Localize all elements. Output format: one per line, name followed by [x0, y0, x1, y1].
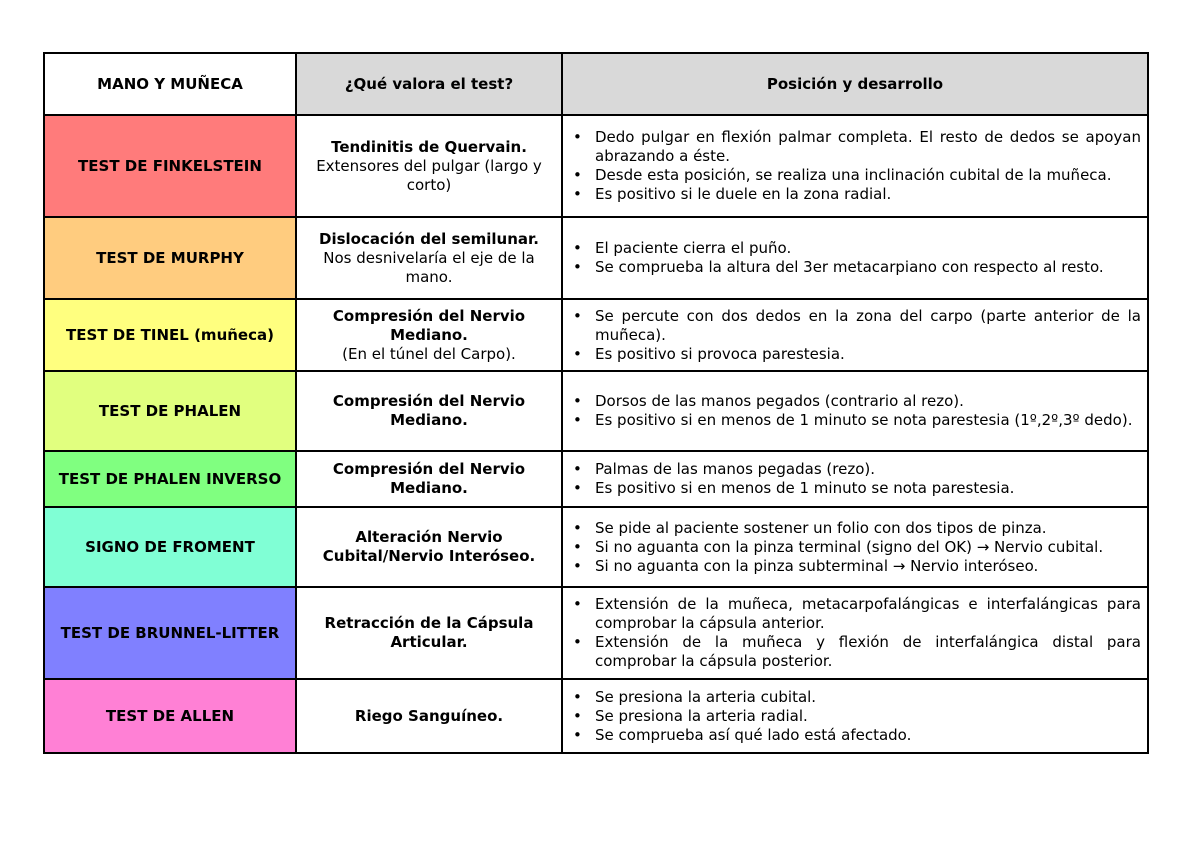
test-procedure: [562, 679, 1148, 753]
list-item: • Se pide al paciente sostener un folio con dos tipos de pinza.: [569, 519, 1141, 538]
evaluation-detail: (En el túnel del Carpo).: [342, 344, 516, 363]
list-item: • Se comprueba la altura del 3er metacarpiano con respecto al resto.: [569, 258, 1141, 277]
header-posicion-desarrollo: Posición y desarrollo: [562, 53, 1148, 115]
list-item: • El paciente cierra el puño.: [569, 239, 1141, 258]
procedure-list: [569, 239, 1141, 277]
list-item: • Palmas de las manos pegadas (rezo).: [569, 460, 1141, 479]
table-row: [44, 507, 1148, 587]
test-procedure: [562, 587, 1148, 679]
test-name: SIGNO DE FROMENT: [44, 507, 296, 587]
list-item: • Desde esta posición, se realiza una inclinación cubital de la muñeca.: [569, 166, 1141, 185]
evaluation-title: Compresión del Nervio Mediano.: [332, 306, 526, 344]
list-item: • Si no aguanta con la pinza subterminal → Nervio interóseo.: [569, 557, 1141, 576]
list-item: • Se percute con dos dedos en la zona del carpo (parte anterior de la muñeca).: [569, 307, 1141, 345]
test-name: TEST DE FINKELSTEIN: [44, 115, 296, 217]
test-evaluation: [296, 217, 562, 299]
evaluation-detail: Nos desnivelaría el eje de la mano.: [323, 248, 535, 286]
test-name: TEST DE PHALEN: [44, 371, 296, 451]
list-item: • Extensión de la muñeca y flexión de interfalángica distal para comprobar la cápsula posterior.: [569, 633, 1141, 671]
evaluation-title: Dislocación del semilunar.: [319, 229, 539, 248]
table-body: [44, 115, 1148, 753]
procedure-list: [569, 392, 1141, 430]
header-mano-munieca: MANO Y MUÑECA: [44, 53, 296, 115]
evaluation-title: Tendinitis de Quervain.: [331, 137, 527, 156]
procedure-list: [569, 128, 1141, 204]
test-procedure: [562, 115, 1148, 217]
list-item: • Es positivo si le duele en la zona radial.: [569, 185, 1141, 204]
evaluation-title: Riego Sanguíneo.: [354, 706, 504, 725]
list-item: • Dorsos de las manos pegados (contrario al rezo).: [569, 392, 1141, 411]
list-item: • Se presiona la arteria radial.: [569, 707, 1141, 726]
list-item: • Se presiona la arteria cubital.: [569, 688, 1141, 707]
evaluation-detail: Extensores del pulgar (largo y corto): [316, 156, 542, 194]
procedure-list: [569, 519, 1141, 576]
table-row: [44, 217, 1148, 299]
list-item: • Es positivo si en menos de 1 minuto se nota parestesia (1º,2º,3º dedo).: [569, 411, 1141, 430]
table-row: [44, 451, 1148, 507]
procedure-list: [569, 595, 1141, 671]
test-evaluation: [296, 299, 562, 371]
evaluation-title: Compresión del Nervio Mediano.: [332, 392, 526, 429]
test-name: TEST DE BRUNNEL-LITTER: [44, 587, 296, 679]
test-name: TEST DE ALLEN: [44, 679, 296, 753]
list-item: • Si no aguanta con la pinza terminal (signo del OK) → Nervio cubital.: [569, 538, 1141, 557]
test-evaluation: [296, 451, 562, 507]
test-evaluation: [296, 587, 562, 679]
table-row: [44, 115, 1148, 217]
test-name: TEST DE TINEL (muñeca): [44, 299, 296, 371]
table-row: [44, 299, 1148, 371]
list-item: • Se comprueba así qué lado está afectado.: [569, 726, 1141, 745]
evaluation-title: Compresión del Nervio Mediano.: [332, 460, 526, 497]
procedure-list: [569, 307, 1141, 364]
list-item: • Extensión de la muñeca, metacarpofalángicas e interfalángicas para comprobar la cápsula anterior.: [569, 595, 1141, 633]
procedure-list: [569, 460, 1141, 498]
test-procedure: [562, 507, 1148, 587]
test-name: TEST DE MURPHY: [44, 217, 296, 299]
test-evaluation: [296, 507, 562, 587]
test-name: TEST DE PHALEN INVERSO: [44, 451, 296, 507]
list-item: • Es positivo si provoca parestesia.: [569, 345, 1141, 364]
procedure-list: [569, 688, 1141, 745]
table-row: [44, 587, 1148, 679]
test-procedure: [562, 217, 1148, 299]
test-evaluation: [296, 371, 562, 451]
table-row: [44, 371, 1148, 451]
list-item: • Dedo pulgar en flexión palmar completa. El resto de dedos se apoyan abrazando a éste.: [569, 128, 1141, 166]
evaluation-title: Alteración Nervio Cubital/Nervio Interóseo.: [322, 528, 536, 565]
header-que-valora: ¿Qué valora el test?: [296, 53, 562, 115]
test-procedure: [562, 451, 1148, 507]
evaluation-title: Retracción de la Cápsula Articular.: [324, 614, 534, 651]
test-procedure: [562, 299, 1148, 371]
test-evaluation: [296, 679, 562, 753]
tests-table: [43, 52, 1149, 754]
test-evaluation: [296, 115, 562, 217]
header-row: [44, 53, 1148, 115]
table-row: [44, 679, 1148, 753]
list-item: • Es positivo si en menos de 1 minuto se nota parestesia.: [569, 479, 1141, 498]
test-procedure: [562, 371, 1148, 451]
